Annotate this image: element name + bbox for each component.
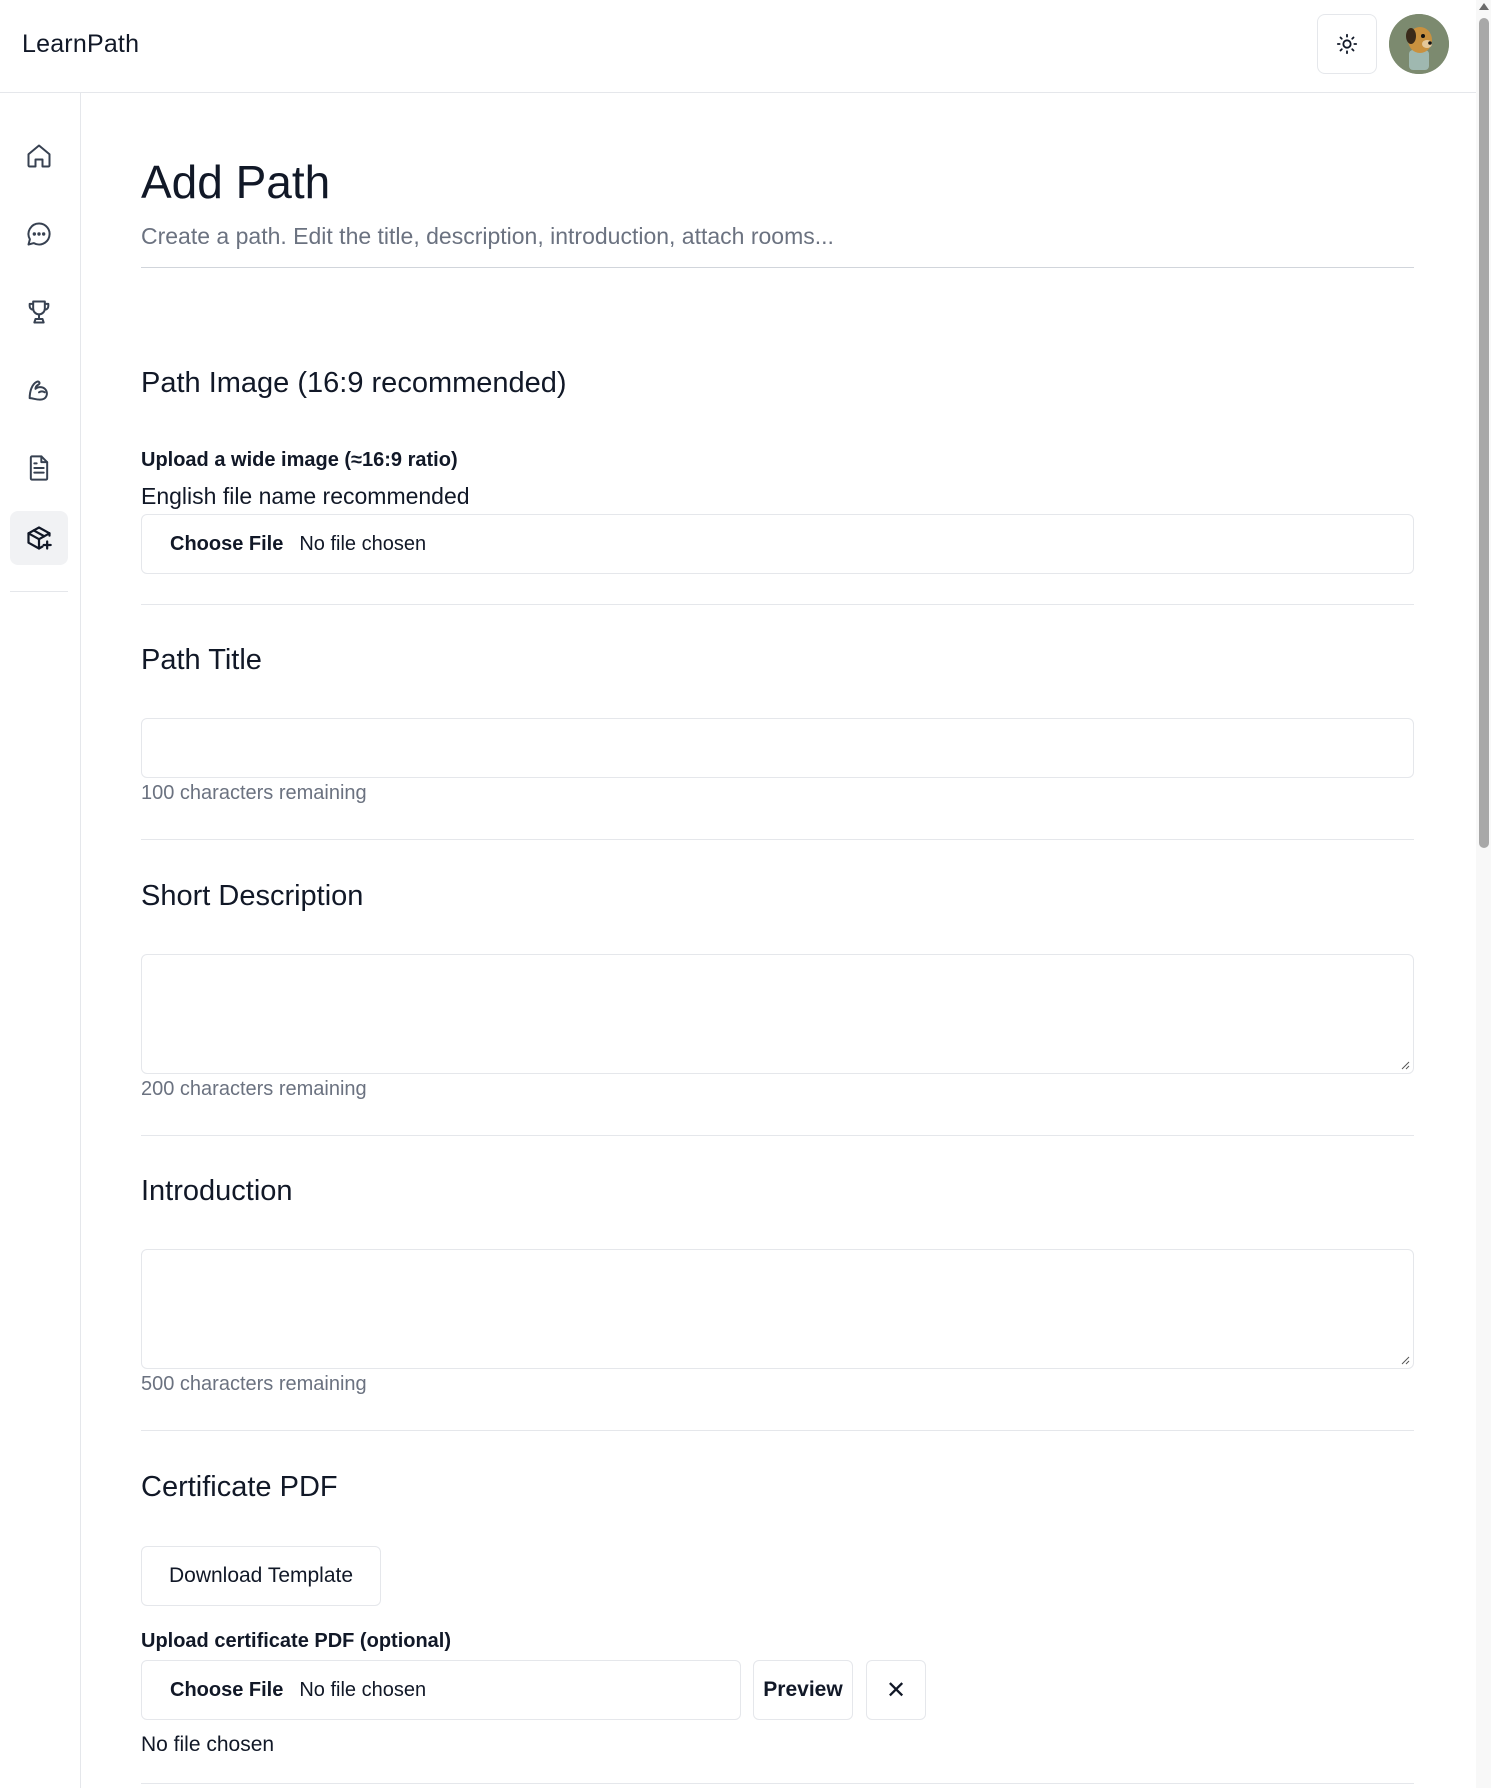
section-divider bbox=[141, 1783, 1414, 1784]
sidebar-item-trophy[interactable] bbox=[10, 285, 68, 339]
description-char-counter: 200 characters remaining bbox=[141, 1078, 367, 1100]
page-title: Add Path bbox=[141, 156, 331, 208]
sidebar-divider bbox=[10, 591, 68, 592]
sun-icon bbox=[1336, 33, 1358, 55]
close-icon: ✕ bbox=[885, 1676, 907, 1704]
page-scrollbar[interactable] bbox=[1476, 0, 1491, 1788]
package-plus-icon bbox=[25, 524, 53, 552]
path-title-input[interactable] bbox=[141, 718, 1414, 778]
download-template-button[interactable]: Download Template bbox=[141, 1546, 381, 1606]
introduction-section-title: Introduction bbox=[141, 1175, 293, 1207]
certificate-section-title: Certificate PDF bbox=[141, 1471, 338, 1503]
image-filename-hint: English file name recommended bbox=[141, 483, 470, 509]
sidebar-item-documents[interactable] bbox=[10, 441, 68, 495]
sidebar-item-home[interactable] bbox=[10, 129, 68, 183]
clear-file-button[interactable] bbox=[866, 1660, 926, 1720]
header-divider bbox=[141, 267, 1414, 268]
image-upload-label: Upload a wide image (≈16:9 ratio) bbox=[141, 449, 458, 471]
image-section-title: Path Image (16:9 recommended) bbox=[141, 367, 567, 399]
certificate-choose-file-button[interactable]: Choose File bbox=[170, 1678, 284, 1701]
certificate-upload-label: Upload certificate PDF (optional) bbox=[141, 1630, 452, 1652]
scroll-thumb[interactable] bbox=[1479, 18, 1489, 848]
chat-icon bbox=[25, 220, 53, 248]
trophy-icon bbox=[25, 298, 53, 326]
short-description-textarea[interactable] bbox=[141, 954, 1414, 1074]
image-file-status: No file chosen bbox=[299, 532, 427, 555]
section-divider bbox=[141, 839, 1414, 840]
user-avatar[interactable] bbox=[1389, 14, 1449, 74]
image-choose-file-button[interactable]: Choose File bbox=[170, 532, 284, 555]
image-file-input[interactable] bbox=[141, 514, 1414, 574]
scroll-up-arrow-icon[interactable] bbox=[1479, 3, 1489, 10]
page-subtitle: Create a path. Edit the title, description, introduction, attach rooms... bbox=[141, 223, 834, 249]
home-icon bbox=[25, 142, 53, 170]
title-char-counter: 100 characters remaining bbox=[141, 782, 367, 804]
title-section-title: Path Title bbox=[141, 644, 262, 676]
certificate-file-input[interactable] bbox=[141, 1660, 741, 1720]
resize-grip-icon[interactable] bbox=[1400, 1355, 1410, 1365]
top-bar bbox=[0, 0, 1476, 93]
sidebar bbox=[0, 93, 81, 1788]
brand-logo[interactable]: LearnPath bbox=[22, 30, 140, 58]
sidebar-item-chat[interactable] bbox=[10, 207, 68, 261]
sidebar-item-add-path[interactable] bbox=[10, 511, 68, 565]
description-section-title: Short Description bbox=[141, 880, 364, 912]
certificate-selected-status: No file chosen bbox=[141, 1733, 275, 1756]
introduction-textarea[interactable] bbox=[141, 1249, 1414, 1369]
certificate-file-status: No file chosen bbox=[299, 1678, 427, 1701]
preview-button[interactable]: Preview bbox=[753, 1660, 853, 1720]
sidebar-item-training[interactable] bbox=[10, 363, 68, 417]
resize-grip-icon[interactable] bbox=[1400, 1060, 1410, 1070]
introduction-char-counter: 500 characters remaining bbox=[141, 1373, 367, 1395]
section-divider bbox=[141, 604, 1414, 605]
theme-toggle-button[interactable] bbox=[1317, 14, 1377, 74]
muscle-icon bbox=[25, 376, 53, 404]
dog-avatar-icon bbox=[1389, 14, 1449, 74]
document-icon bbox=[25, 454, 53, 482]
section-divider bbox=[141, 1135, 1414, 1136]
section-divider bbox=[141, 1430, 1414, 1431]
